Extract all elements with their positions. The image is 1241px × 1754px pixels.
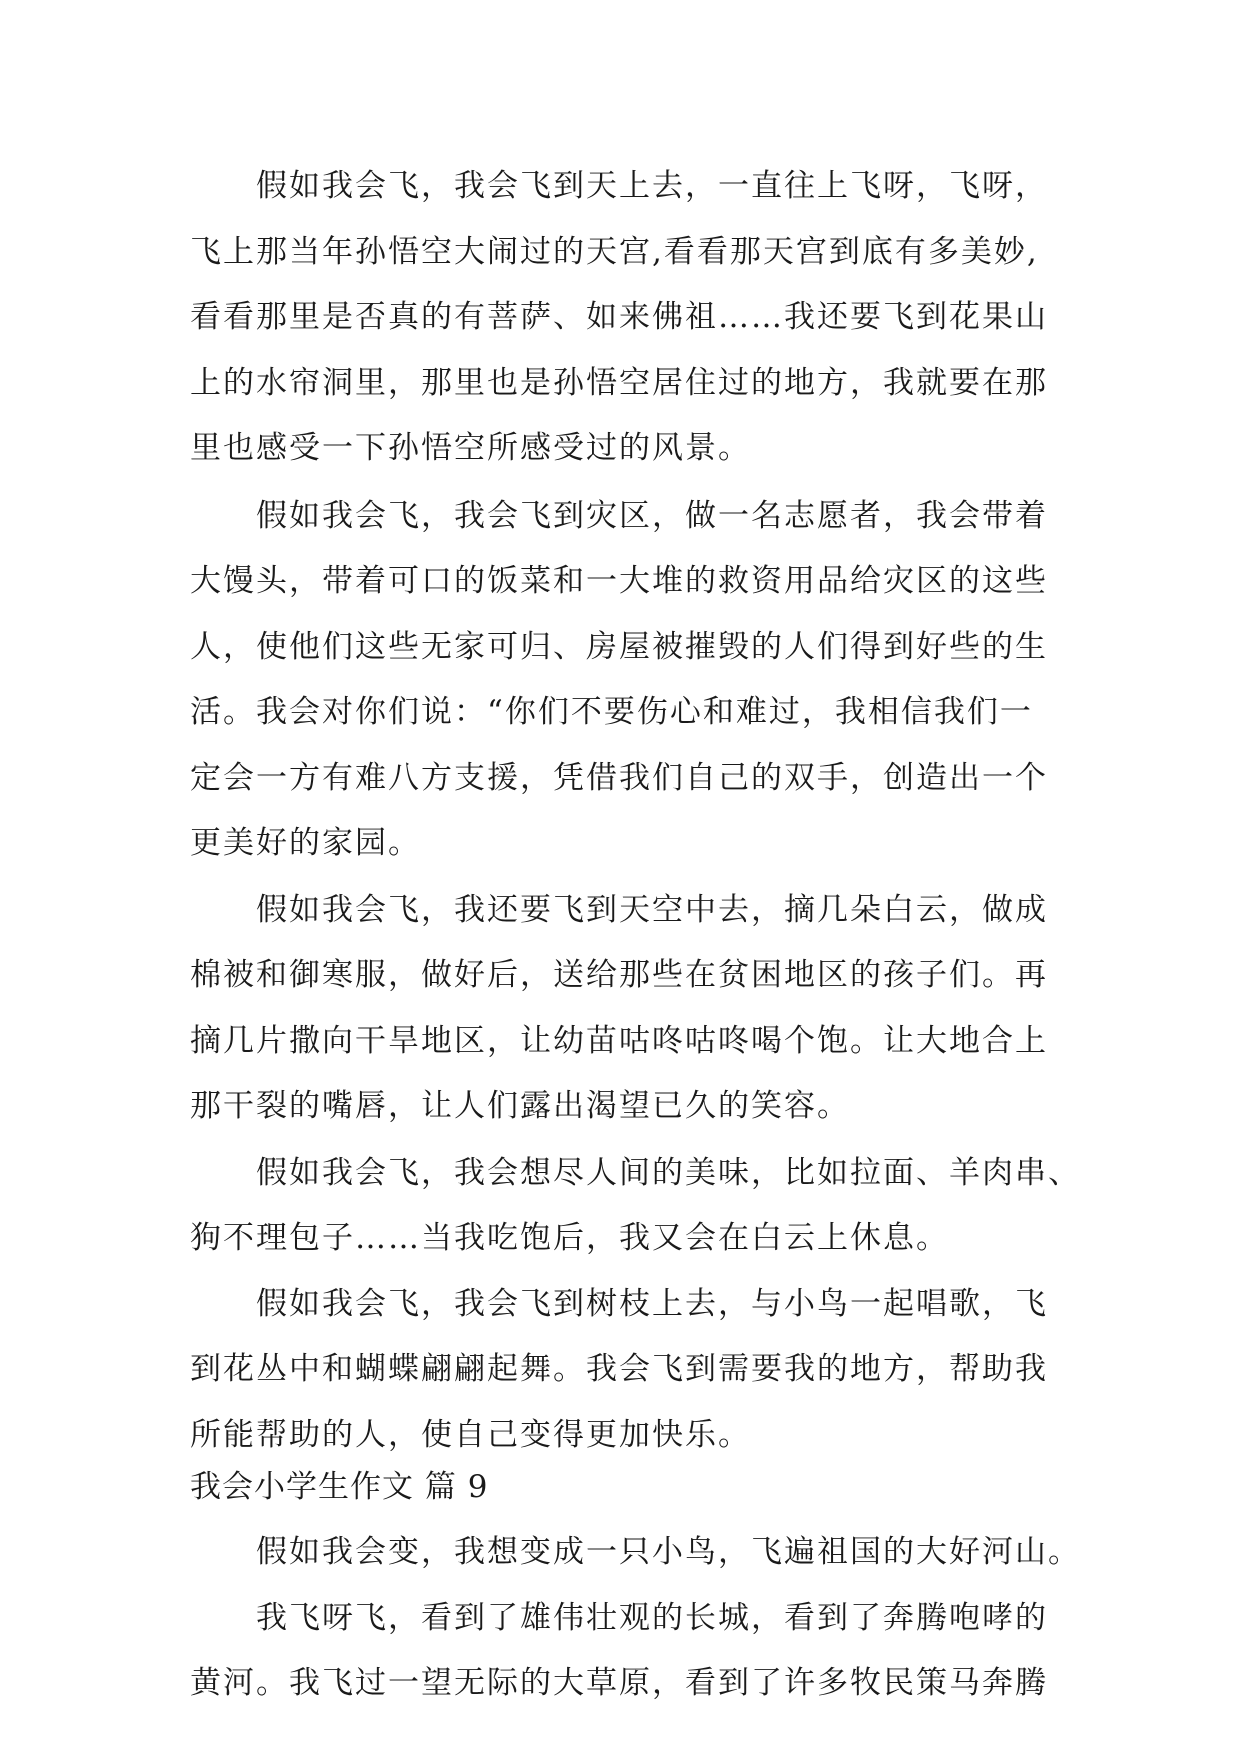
- paragraph-line: 假如我会飞，我还要飞到天空中去，摘几朵白云，做成: [256, 892, 1048, 928]
- paragraph-line: 假如我会变，我想变成一只小鸟，飞遍祖国的大好河山。: [256, 1534, 1081, 1570]
- paragraph-line: 我飞呀飞，看到了雄伟壮观的长城，看到了奔腾咆哮的: [256, 1600, 1048, 1636]
- paragraph-line: 所能帮助的人，使自己变得更加快乐。: [190, 1417, 751, 1453]
- paragraph-line: 活。我会对你们说：“你们不要伤心和难过，我相信我们一: [190, 694, 1033, 730]
- paragraph-line: 黄河。我飞过一望无际的大草原，看到了许多牧民策马奔腾: [190, 1665, 1048, 1701]
- paragraph-line: 到花丛中和蝴蝶翩翩起舞。我会飞到需要我的地方，帮助我: [190, 1351, 1048, 1387]
- paragraph-line: 飞上那当年孙悟空大闹过的天宫,看看那天宫到底有多美妙,: [190, 234, 1039, 270]
- paragraph-line: 棉被和御寒服，做好后，送给那些在贫困地区的孩子们。再: [190, 957, 1048, 993]
- paragraph-line: 更美好的家园。: [190, 825, 421, 861]
- paragraph-line: 大馒头，带着可口的饭菜和一大堆的救资用品给灾区的这些: [190, 563, 1048, 599]
- section-heading: 我会小学生作文 篇 9: [190, 1469, 489, 1505]
- paragraph-line: 看看那里是否真的有菩萨、如来佛祖……我还要飞到花果山: [190, 299, 1048, 335]
- paragraph-line: 摘几片撒向干旱地区，让幼苗咕咚咕咚喝个饱。让大地合上: [190, 1023, 1048, 1059]
- paragraph-line: 假如我会飞，我会飞到天上去，一直往上飞呀，飞呀，: [256, 168, 1048, 204]
- paragraph-line: 里也感受一下孙悟空所感受过的风景。: [190, 430, 751, 466]
- paragraph-line: 定会一方有难八方支援，凭借我们自己的双手，创造出一个: [190, 760, 1048, 796]
- paragraph-line: 假如我会飞，我会想尽人间的美味，比如拉面、羊肉串、: [256, 1155, 1081, 1191]
- paragraph-line: 上的水帘洞里，那里也是孙悟空居住过的地方，我就要在那: [190, 365, 1048, 401]
- paragraph-line: 假如我会飞，我会飞到树枝上去，与小鸟一起唱歌，飞: [256, 1286, 1048, 1322]
- paragraph-line: 人，使他们这些无家可归、房屋被摧毁的人们得到好些的生: [190, 629, 1048, 665]
- paragraph-line: 假如我会飞，我会飞到灾区，做一名志愿者，我会带着: [256, 498, 1048, 534]
- paragraph-line: 那干裂的嘴唇，让人们露出渴望已久的笑容。: [190, 1088, 850, 1124]
- paragraph-line: 狗不理包子……当我吃饱后，我又会在白云上休息。: [190, 1220, 949, 1256]
